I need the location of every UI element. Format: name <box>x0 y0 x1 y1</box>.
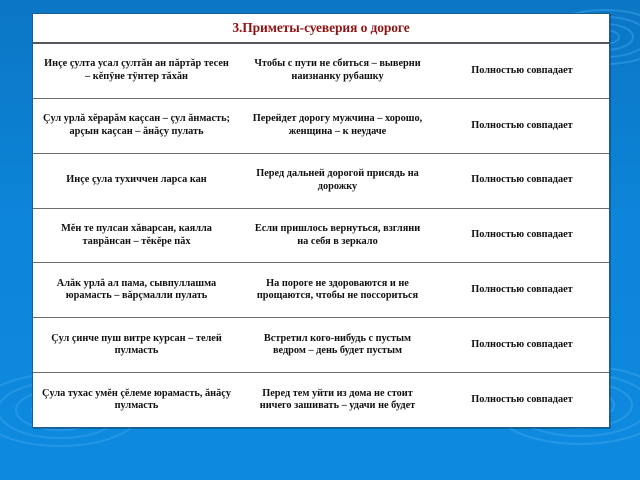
russian-text: Перед тем уйти из дома не стоит ничего зашивать – удачи не будет <box>259 387 416 412</box>
russian-text: Перед дальней дорогой присядь на дорожку <box>256 168 419 192</box>
chuvash-text: Алăк урлă ал пама, сывпуллашма юрамасть – вăрçмалли пулать <box>56 277 217 302</box>
table-body <box>33 44 609 427</box>
match-text: Полностью совпадает <box>471 284 573 296</box>
cell-match-note <box>435 318 609 372</box>
table-row <box>33 99 609 154</box>
chuvash-text: Мĕн те пулсан хăварсан, каялла таврăнсан – тĕкĕре пăх <box>61 222 212 247</box>
cell-chuvash-proverb <box>33 209 240 263</box>
russian-text: Встретил кого-нибудь с пустым ведром – день будет пустым <box>263 332 412 357</box>
cell-chuvash-proverb <box>33 373 240 427</box>
cell-russian-proverb <box>240 44 435 98</box>
cell-russian-proverb <box>240 373 435 427</box>
cell-chuvash-proverb <box>33 263 240 317</box>
match-text: Полностью совпадает <box>471 64 573 76</box>
match-text: Полностью совпадает <box>471 338 573 350</box>
cell-russian-proverb <box>240 318 435 372</box>
chuvash-text: Çул çинче пуш витре курсан – телей пулмасть <box>51 332 222 357</box>
russian-text: Перейдет дорогу мужчина – хорошо, женщина – к неудаче <box>252 113 423 137</box>
table-row <box>33 44 609 99</box>
cell-match-note <box>435 373 609 427</box>
chuvash-text: Инçе çула тухиччен ларса кан <box>66 174 207 186</box>
table-row <box>33 318 609 373</box>
chuvash-text: Çула тухас умĕн çĕлеме юрамасть, ăнăçу пулмасть <box>42 387 231 412</box>
russian-text: Если пришлось вернуться, взгляни на себя в зеркало <box>254 222 421 247</box>
match-text: Полностью совпадает <box>471 119 573 131</box>
cell-match-note <box>435 263 609 317</box>
cell-russian-proverb <box>240 209 435 263</box>
table-row <box>33 263 609 318</box>
cell-match-note <box>435 154 609 208</box>
match-text: Полностью совпадает <box>471 174 573 186</box>
title-row <box>33 14 609 44</box>
match-text: Полностью совпадает <box>471 393 573 405</box>
cell-russian-proverb <box>240 154 435 208</box>
table-row <box>33 373 609 427</box>
russian-text: Чтобы с пути не сбиться – выверни наизнанку рубашку <box>254 58 421 82</box>
match-text: Полностью совпадает <box>471 229 573 241</box>
chuvash-text: Инçе çулта усал çултăн ан пăртăр тесен – кĕпÿне тÿнтер тăхăн <box>44 58 229 82</box>
table-row <box>33 209 609 264</box>
cell-chuvash-proverb <box>33 99 240 153</box>
cell-chuvash-proverb <box>33 44 240 98</box>
cell-chuvash-proverb <box>33 154 240 208</box>
cell-russian-proverb <box>240 99 435 153</box>
cell-match-note <box>435 209 609 263</box>
cell-russian-proverb <box>240 263 435 317</box>
chuvash-text: Çул урлă хĕрарăм каçсан – çул ăнмасть; арçын каçсан – ăнăçу пулать <box>43 113 230 137</box>
page-title: 3.Приметы-суеверия о дороге <box>232 20 410 36</box>
cell-match-note <box>435 99 609 153</box>
comparison-table <box>32 13 610 428</box>
cell-chuvash-proverb <box>33 318 240 372</box>
table-row <box>33 154 609 209</box>
cell-match-note <box>435 44 609 98</box>
russian-text: На пороге не здороваются и не прощаются, чтобы не поссориться <box>256 277 419 302</box>
